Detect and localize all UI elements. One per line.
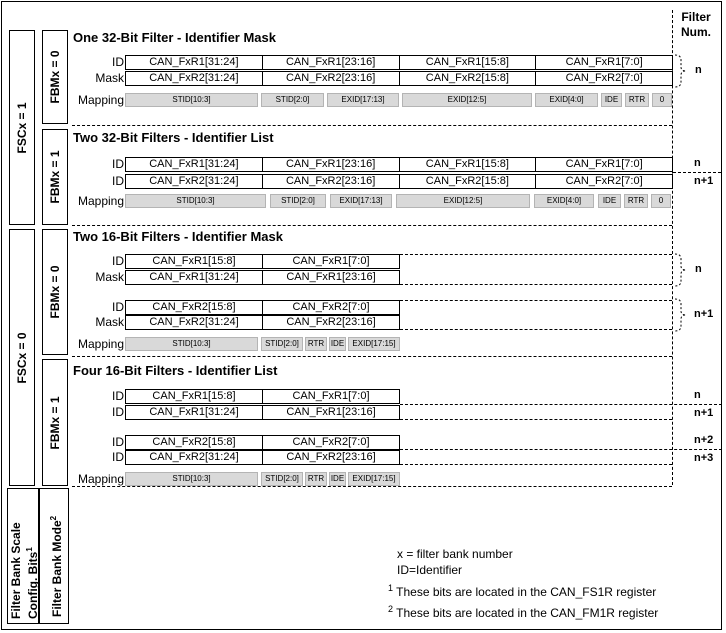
mapping-field: RTR [624, 194, 648, 208]
register-cell: CAN_FxR1[31:24] [149, 271, 239, 283]
register-cell: CAN_FxR2[23:16] [262, 451, 399, 464]
section4-dash-d [400, 464, 672, 465]
sep-dash-3 [72, 356, 672, 357]
section2-mapping-label: Mapping [77, 194, 124, 208]
section3-mask2-label: Mask [95, 315, 124, 329]
section1-row-id [125, 55, 673, 70]
register-cell: CAN_FxR1[31:24] [149, 158, 239, 170]
mapping-field: 0 [652, 93, 672, 107]
section1-num-n: n [695, 64, 702, 76]
register-cell: CAN_FxR1[31:24] [149, 406, 239, 418]
section3-dash-d [400, 329, 672, 330]
section4-id3-label: ID [112, 435, 124, 449]
section4-dash-a [400, 404, 722, 405]
section3-num-n: n [695, 263, 702, 275]
register-cell: CAN_FxR2[15:8] [399, 72, 536, 85]
register-cell: CAN_FxR2[7:0] [535, 175, 672, 188]
mapping-field: STID[10:3] [125, 93, 258, 107]
mapping-field: STID[2:0] [261, 93, 324, 107]
register-cell: CAN_FxR1[23:16] [262, 406, 399, 419]
section4-row-id1 [125, 389, 400, 404]
fbm0-bot-label: FBMx = 0 [48, 265, 62, 319]
section2-num-n1: n+1 [694, 175, 714, 187]
mapping-field: RTR [305, 472, 327, 486]
register-cell: CAN_FxR2[7:0] [262, 436, 399, 449]
mapping-field: IDE [329, 337, 346, 351]
section3-dash-b [400, 284, 672, 285]
section2-id1-label: ID [112, 157, 124, 171]
section4-num-n3: n+3 [694, 452, 714, 464]
register-cell: CAN_FxR1[31:24] [149, 56, 239, 68]
register-cell: CAN_FxR2[23:16] [262, 316, 399, 329]
note-filter-bank-number: x = filter bank number [397, 547, 513, 561]
mapping-field: RTR [625, 93, 649, 107]
bank-mode-label [47, 516, 64, 617]
mapping-field: STID[2:0] [270, 194, 326, 208]
mapping-field: EXID[17:15] [348, 472, 400, 486]
section4-dash-b [400, 419, 672, 420]
section2-row-id2 [125, 174, 673, 189]
mapping-field: EXID[4:0] [534, 194, 594, 208]
footnote-2-text: These bits are located in the CAN_FM1R register [396, 606, 659, 620]
section4-num-n: n [694, 389, 701, 401]
section4-id2-label: ID [112, 405, 124, 419]
register-cell: CAN_FxR2[15:8] [399, 175, 536, 188]
filter-num-line1: Filter [681, 10, 711, 24]
fbm1-bot-box [42, 359, 68, 486]
section3-row-id1 [125, 254, 400, 269]
mapping-field: EXID[17:15] [348, 337, 400, 351]
register-cell: CAN_FxR1[15:8] [152, 390, 236, 402]
bank-mode-text: Filter Bank Mode [50, 520, 64, 617]
section3-num-n1: n+1 [694, 308, 714, 320]
section4-mapping-label: Mapping [77, 472, 124, 486]
mapping-field: EXID[17:13] [330, 194, 392, 208]
fsc0-label: FSCx = 0 [15, 331, 29, 384]
mapping-field: EXID[17:13] [327, 93, 399, 107]
sep-dash-1 [72, 125, 672, 126]
register-cell: CAN_FxR2[31:24] [149, 316, 239, 328]
scale-config-line2 [23, 522, 40, 619]
register-cell: CAN_FxR1[15:8] [399, 158, 536, 171]
section3-title: Two 16-Bit Filters - Identifier Mask [73, 229, 283, 244]
register-cell: CAN_FxR2[31:24] [149, 451, 239, 463]
section1-title: One 32-Bit Filter - Identifier Mask [73, 30, 276, 45]
section3-dash-c [400, 300, 672, 301]
section1-mask-label: Mask [95, 71, 124, 85]
register-cell: CAN_FxR1[7:0] [535, 56, 672, 69]
filter-num-line2: Num. [681, 25, 711, 39]
section2-id2-label: ID [112, 174, 124, 188]
register-cell: CAN_FxR2[23:16] [262, 72, 399, 85]
section1-row-mask [125, 71, 673, 86]
register-cell: CAN_FxR1[7:0] [535, 158, 672, 171]
section4-num-n2: n+2 [694, 434, 714, 446]
footnote-2 [388, 604, 658, 620]
mapping-field: RTR [305, 337, 327, 351]
register-cell: CAN_FxR1[15:8] [399, 56, 536, 69]
section4-num-n1: n+1 [694, 407, 714, 419]
fbm1-top-label: FBMx = 1 [48, 150, 62, 204]
register-cell: CAN_FxR2[15:8] [152, 436, 236, 448]
section3-dash-a [400, 254, 672, 255]
section3-id2-label: ID [112, 300, 124, 314]
section3-row-mask2 [125, 315, 400, 330]
scale-config-label [10, 522, 40, 619]
mapping-field: EXID[4:0] [535, 93, 598, 107]
fsc1-box [9, 30, 35, 225]
mapping-field: EXID[12:5] [396, 194, 530, 208]
section3-id1-label: ID [112, 254, 124, 268]
fbm1-bot-label: FBMx = 1 [48, 395, 62, 450]
bank-mode-column [39, 488, 69, 624]
section4-dash-c [400, 449, 722, 450]
footnote-1-num: 1 [388, 583, 394, 593]
register-cell: CAN_FxR2[15:8] [152, 301, 236, 313]
section3-mapping-label: Mapping [77, 337, 124, 351]
section4-row-id3 [125, 435, 400, 450]
note-identifier: ID=Identifier [397, 563, 463, 577]
register-cell: CAN_FxR2[31:24] [149, 175, 239, 187]
section4-title: Four 16-Bit Filters - Identifier List [73, 363, 278, 378]
mapping-field: IDE [598, 194, 621, 208]
sep-dash-4 [72, 486, 672, 487]
register-cell: CAN_FxR2[7:0] [535, 72, 672, 85]
mapping-field: IDE [601, 93, 622, 107]
register-cell: CAN_FxR2[31:24] [149, 72, 239, 84]
register-cell: CAN_FxR2[23:16] [262, 175, 399, 188]
register-cell: CAN_FxR1[23:16] [262, 271, 399, 284]
section1-mapping-label: Mapping [77, 93, 124, 107]
fsc0-box [9, 229, 35, 486]
footnote-1-text: These bits are located in the CAN_FS1R register [396, 585, 657, 599]
section2-n-dash [673, 172, 721, 173]
section2-title: Two 32-Bit Filters - Identifier List [73, 130, 274, 145]
section3-row-id2 [125, 300, 400, 315]
scale-config-column [7, 488, 39, 624]
section2-row-id1 [125, 157, 673, 172]
register-cell: CAN_FxR2[7:0] [262, 301, 399, 314]
mapping-field: EXID[12:5] [402, 93, 532, 107]
footnote-2-num: 2 [388, 604, 394, 614]
filter-num-header [676, 10, 716, 40]
fbm0-top-label: FBMx = 0 [48, 50, 62, 104]
footnote-1 [388, 583, 656, 599]
register-cell: CAN_FxR1[23:16] [262, 158, 399, 171]
register-cell: CAN_FxR1[15:8] [152, 255, 236, 267]
fsc1-label: FSCx = 1 [15, 101, 29, 154]
register-cell: CAN_FxR1[7:0] [262, 255, 399, 268]
mapping-field: STID[10:3] [125, 472, 258, 486]
mapping-field: IDE [329, 472, 346, 486]
scale-config-line1: Filter Bank Scale [9, 522, 23, 619]
section4-id4-label: ID [112, 450, 124, 464]
mapping-field: STID[2:0] [261, 472, 303, 486]
sep-dash-2 [72, 225, 672, 226]
mapping-field: 0 [651, 194, 671, 208]
scale-config-line2-text: Config. Bits [26, 551, 40, 619]
scale-config-sup: 1 [25, 547, 34, 552]
mapping-field: STID[10:3] [125, 194, 266, 208]
section4-row-id4 [125, 450, 400, 465]
register-cell: CAN_FxR1[7:0] [262, 390, 399, 403]
mapping-field: STID[10:3] [125, 337, 258, 351]
section4-id1-label: ID [112, 389, 124, 403]
section1-id-label: ID [112, 55, 124, 69]
mapping-field: STID[2:0] [261, 337, 303, 351]
section4-row-id2 [125, 405, 400, 420]
section3-mask1-label: Mask [95, 270, 124, 284]
register-cell: CAN_FxR1[23:16] [262, 56, 399, 69]
section3-row-mask1 [125, 270, 400, 285]
bank-mode-sup: 2 [49, 515, 58, 521]
section2-num-n: n [694, 157, 701, 169]
